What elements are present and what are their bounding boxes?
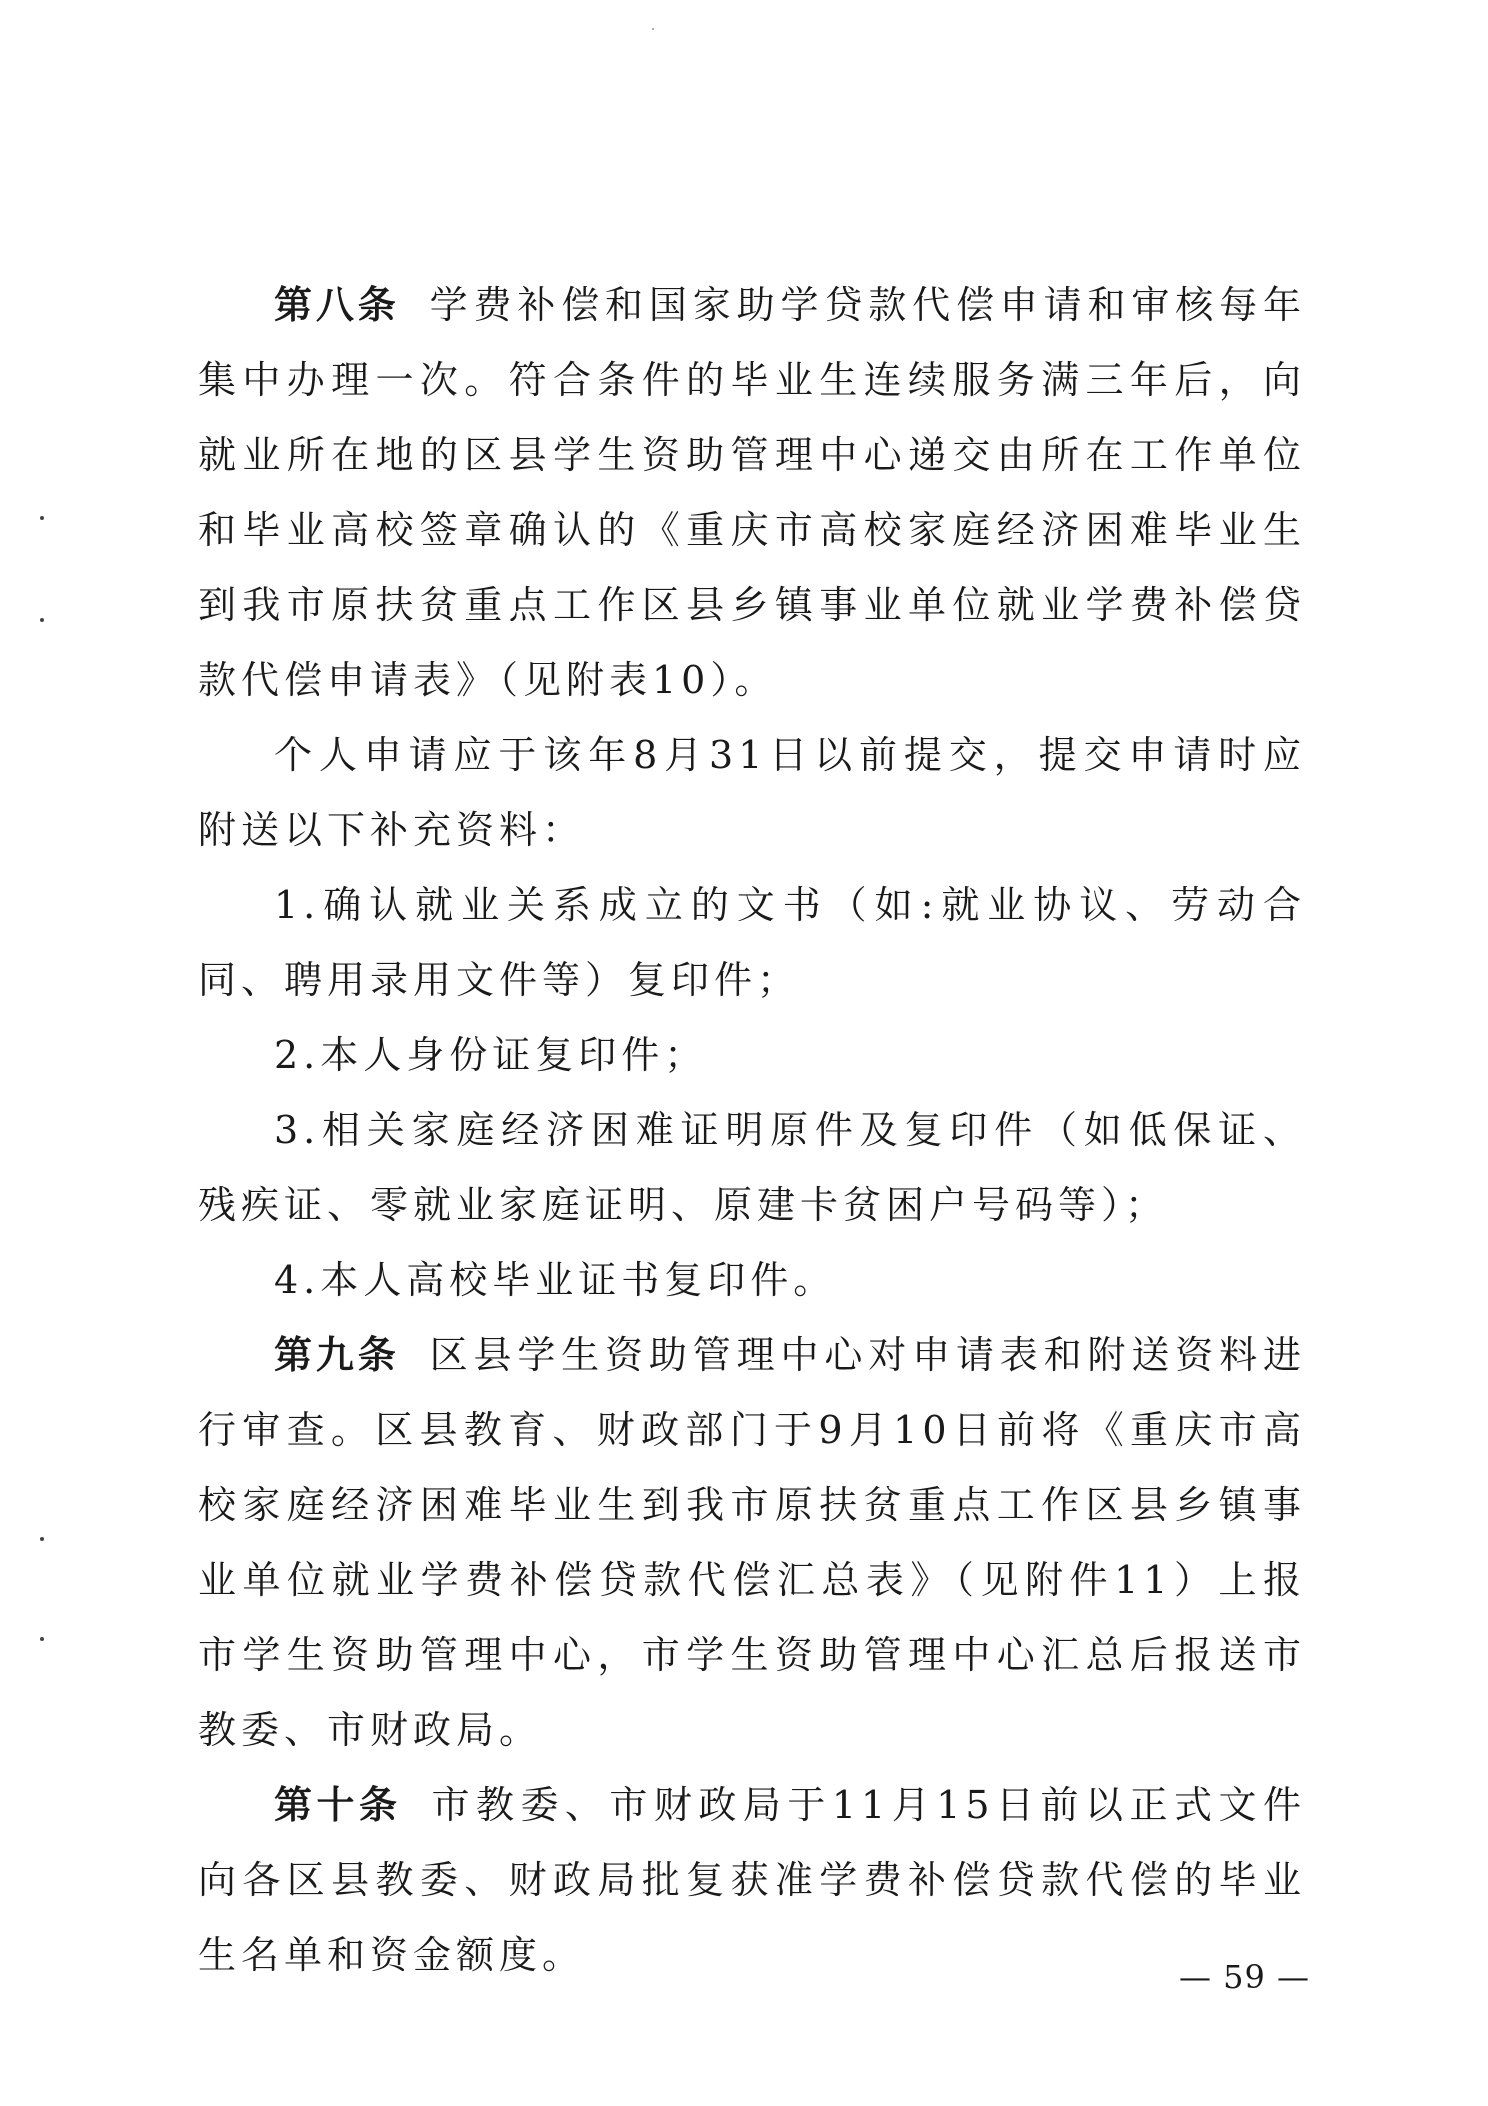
list-item: 1.确认就业关系成立的文书（如:就业协议、劳动合同、聘用录用文件等）复印件；: [198, 883, 1306, 1002]
scan-speck: [652, 28, 654, 30]
article-8-label: 第八条: [274, 283, 400, 327]
article-8-application-paragraph: 个人申请应于该年8月31日以前提交，提交申请时应附送以下补充资料：: [198, 733, 1306, 852]
article-10-paragraph: [198, 1768, 1306, 1993]
article-10-text: 市教委、市财政局于11月15日前以正式文件向各区县教委、财政局批复获准学费补偿贷款代偿的毕业生名单和资金额度。: [198, 1783, 1306, 1977]
article-10-label: 第十条: [274, 1783, 402, 1827]
list-item: 3.相关家庭经济困难证明原件及复印件（如低保证、残疾证、零就业家庭证明、原建卡贫困户号码等）；: [198, 1108, 1306, 1227]
binding-hole-mark: [40, 1537, 44, 1541]
article-8-text: 学费补偿和国家助学贷款代偿申请和审核每年集中办理一次。符合条件的毕业生连续服务满三年后，向就业所在地的区县学生资助管理中心递交由所在工作单位和毕业高校签章确认的《重庆市高校家庭经济困难毕业生到我市原扶贫重点工作区县乡镇事业单位就业学费补偿贷款代偿申请表》（见附表10）。: [198, 283, 1306, 702]
list-item: 2.本人身份证复印件；: [274, 1033, 708, 1077]
article-9-label: 第九条: [274, 1333, 400, 1377]
article-9-text: 区县学生资助管理中心对申请表和附送资料进行审查。区县教育、财政部门于9月10日前将《重庆市高校家庭经济困难毕业生到我市原扶贫重点工作区县乡镇事业单位就业学费补偿贷款代偿汇总表》（见附件11）上报市学生资助管理中心，市学生资助管理中心汇总后报送市教委、市财政局。: [198, 1333, 1306, 1752]
binding-hole-mark: [40, 618, 44, 622]
page-number: — 59 —: [1178, 1958, 1310, 1996]
list-item: 4.本人高校毕业证书复印件。: [274, 1258, 837, 1302]
binding-hole-mark: [40, 1637, 44, 1641]
binding-hole-mark: [40, 516, 44, 520]
article-8-paragraph: [198, 268, 1306, 718]
article-9-paragraph: [198, 1318, 1306, 1768]
document-body: [198, 268, 1306, 1993]
